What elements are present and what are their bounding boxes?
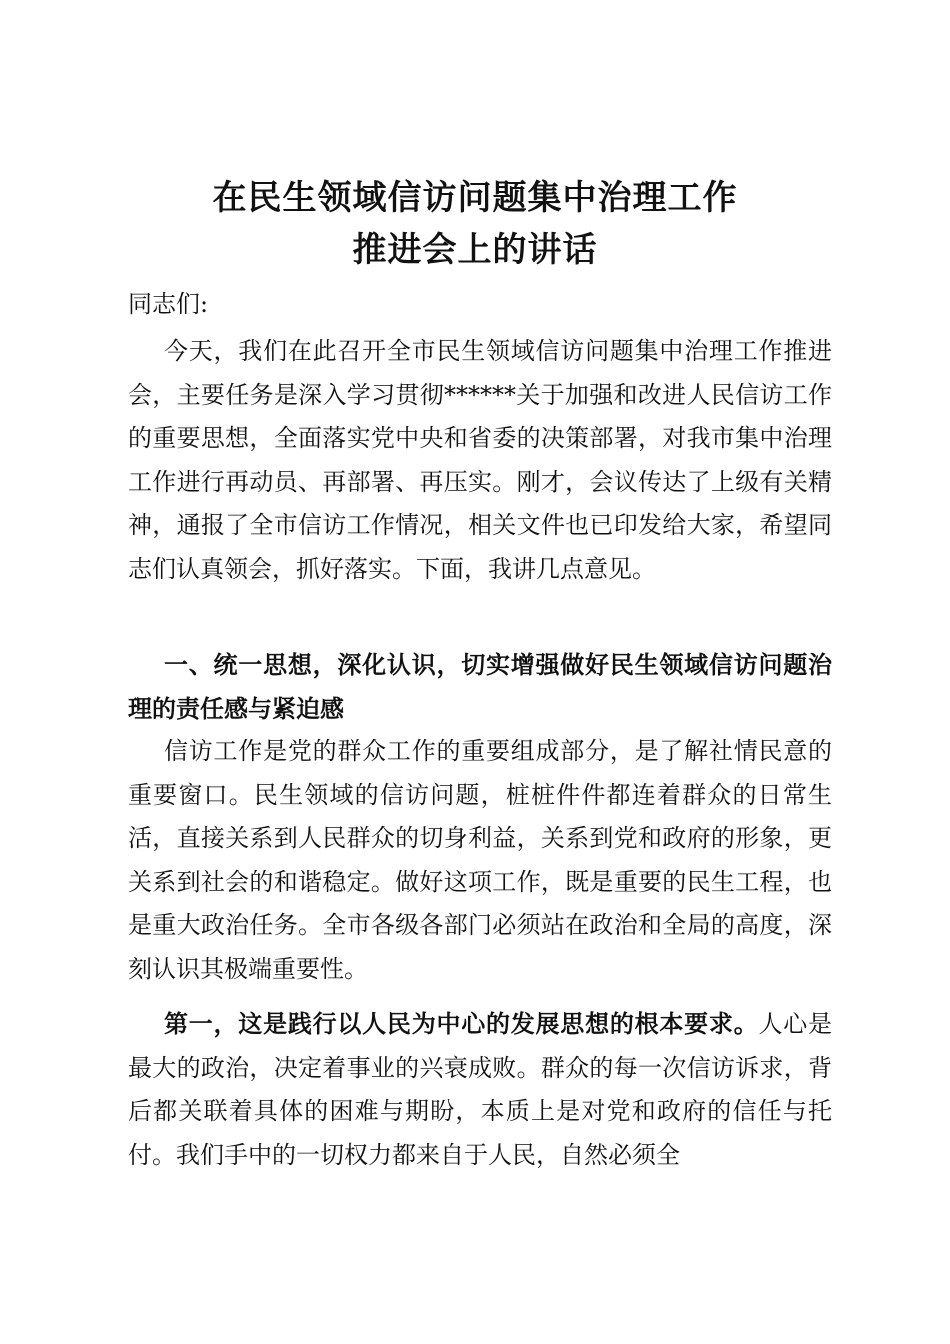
paragraph-intro: 今天，我们在此召开全市民生领域信访问题集中治理工作推进会，主要任务是深入学习贯彻******关于加强和改进人民信访工作的重要思想，全面落实党中央和省委的决策部署，对我市集中治理工作进行再动员、再部署、再压实。刚才，会议传达了上级有关精神，通报了全市信访工作情况，相关文件也已印发给大家，希望同志们认真领会，抓好落实。下面，我讲几点意见。 — [128, 337, 832, 583]
point-1-lead: 第一，这是践行以人民为中心的发展思想的根本要求。 — [164, 1010, 759, 1038]
section-heading-1: 一、统一思想，深化认识，切实增强做好民生领域信访问题治理的责任感与紧迫感 — [128, 651, 832, 723]
greeting: 同志们: — [128, 290, 209, 318]
point-1-text: 人心是最大的政治，决定着事业的兴衰成败。群众的每一次信访诉求，背后都关联着具体的困难与期盼，本质上是对党和政府的信任与托付。我们手中的一切权力都来自于人民，自然必须全 — [128, 1010, 833, 1169]
paragraph-point-1 — [128, 1003, 832, 1177]
document-title-line-2: 推进会上的讲话 — [352, 230, 598, 270]
paragraph-section1-body: 信访工作是党的群众工作的重要组成部分，是了解社情民意的重要窗口。民生领域的信访问题，桩桩件件都连着群众的日常生活，直接关系到人民群众的切身利益，关系到党和政府的形象，更关系到社会的和谐稳定。做好这项工作，既是重要的民生工程，也是重大政治任务。全市各级各部门必须站在政治和全局的高度，深刻认识其极端重要性。 — [128, 737, 832, 983]
document-title-line-1: 在民生领域信访问题集中治理工作 — [212, 178, 738, 218]
